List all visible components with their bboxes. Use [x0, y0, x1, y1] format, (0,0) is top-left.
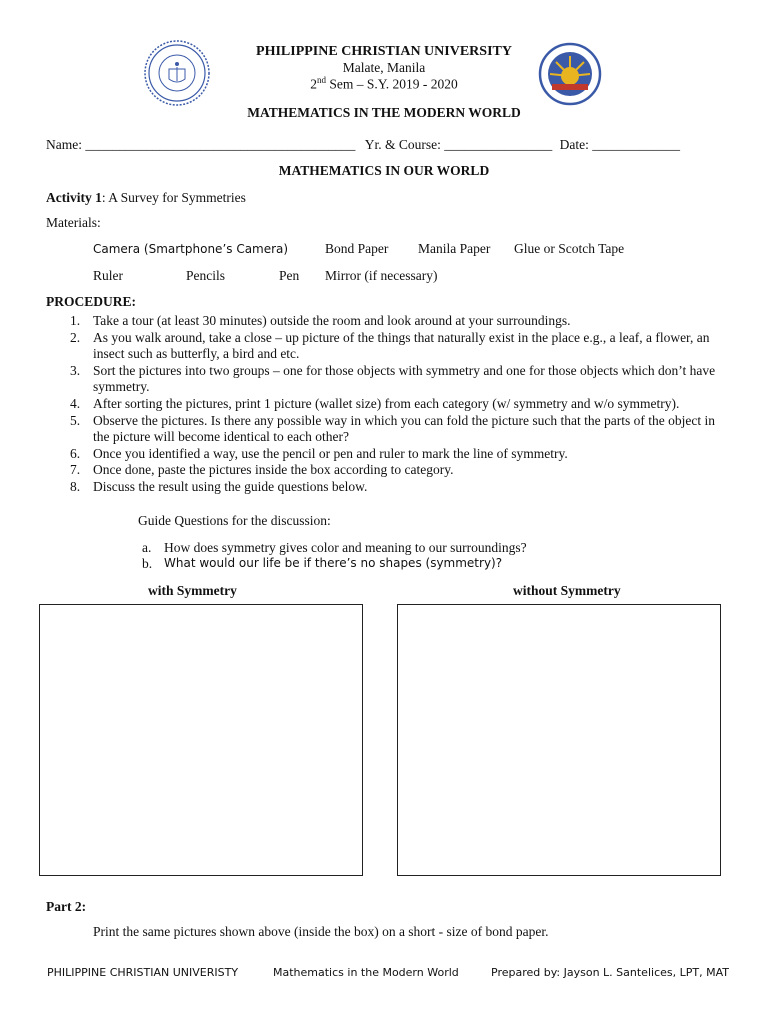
- student-info-line: [46, 137, 680, 153]
- date-field[interactable]: Date: _____________: [559, 137, 680, 152]
- name-field[interactable]: Name: ________________________________________: [46, 137, 356, 152]
- course-field[interactable]: Yr. & Course: ________________: [364, 137, 553, 152]
- material-item: Ruler: [93, 268, 123, 283]
- without-symmetry-box: [397, 604, 721, 876]
- procedure-list: [46, 313, 726, 496]
- section-title: MATHEMATICS IN OUR WORLD: [278, 163, 490, 178]
- footer-university: PHILIPPINE CHRISTIAN UNIVERISTY: [47, 966, 239, 979]
- course-title: MATHEMATICS IN THE MODERN WORLD: [247, 105, 521, 120]
- guide-questions-title: Guide Questions for the discussion:: [138, 513, 331, 528]
- with-symmetry-label: with Symmetry: [148, 583, 237, 598]
- material-item: Glue or Scotch Tape: [514, 241, 625, 256]
- materials-label: Materials:: [46, 215, 101, 230]
- material-item: Pen: [279, 268, 300, 283]
- university-location: Malate, Manila: [342, 60, 426, 75]
- procedure-step: 7. Once done, paste the pictures inside the box according to category.: [70, 462, 454, 478]
- procedure-step: 3. Sort the pictures into two groups – one for those objects with symmetry and one for those objects which don’t have symmetry.: [70, 362, 716, 395]
- with-symmetry-box: [39, 604, 363, 876]
- footer-course: Mathematics in the Modern World: [273, 966, 459, 979]
- without-symmetry-label: without Symmetry: [513, 583, 621, 598]
- semester-line: 2nd Sem – S.Y. 2019 - 2020: [310, 75, 458, 92]
- part2-heading: Part 2:: [46, 899, 87, 914]
- activity-heading: Activity 1: A Survey for Symmetries: [46, 190, 246, 205]
- material-item: Pencils: [186, 268, 225, 283]
- material-item: Bond Paper: [325, 241, 389, 256]
- procedure-step: 8. Discuss the result using the guide questions below.: [70, 478, 368, 494]
- university-name: PHILIPPINE CHRISTIAN UNIVERSITY: [256, 44, 512, 59]
- procedure-step: 4. After sorting the pictures, print 1 picture (wallet size) from each category (w/ symmetry and w/o symmetry).: [70, 395, 680, 411]
- procedure-heading: PROCEDURE:: [46, 294, 136, 309]
- procedure-step: 1. Take a tour (at least 30 minutes) outside the room and look around at your surroundings.: [70, 313, 571, 328]
- material-item: Camera (Smartphone’s Camera): [93, 242, 289, 256]
- procedure-step: 5. Observe the pictures. Is there any possible way in which you can fold the picture such that the parts of the object in the picture will become identical to each other?: [70, 412, 715, 445]
- part2-instruction: Print the same pictures shown above (inside the box) on a short - size of bond paper.: [93, 924, 549, 939]
- material-item: Manila Paper: [418, 241, 491, 256]
- procedure-step: 6. Once you identified a way, use the pencil or pen and ruler to mark the line of symmetry.: [70, 445, 568, 461]
- footer-author: Prepared by: Jayson L. Santelices, LPT, MAT: [491, 966, 729, 979]
- procedure-step: 2. As you walk around, take a close – up picture of the things that naturally exist in the place e.g., a leaf, a flower, an insect such as butterfly, a bird and etc.: [70, 329, 710, 362]
- material-item: Mirror (if necessary): [325, 268, 438, 283]
